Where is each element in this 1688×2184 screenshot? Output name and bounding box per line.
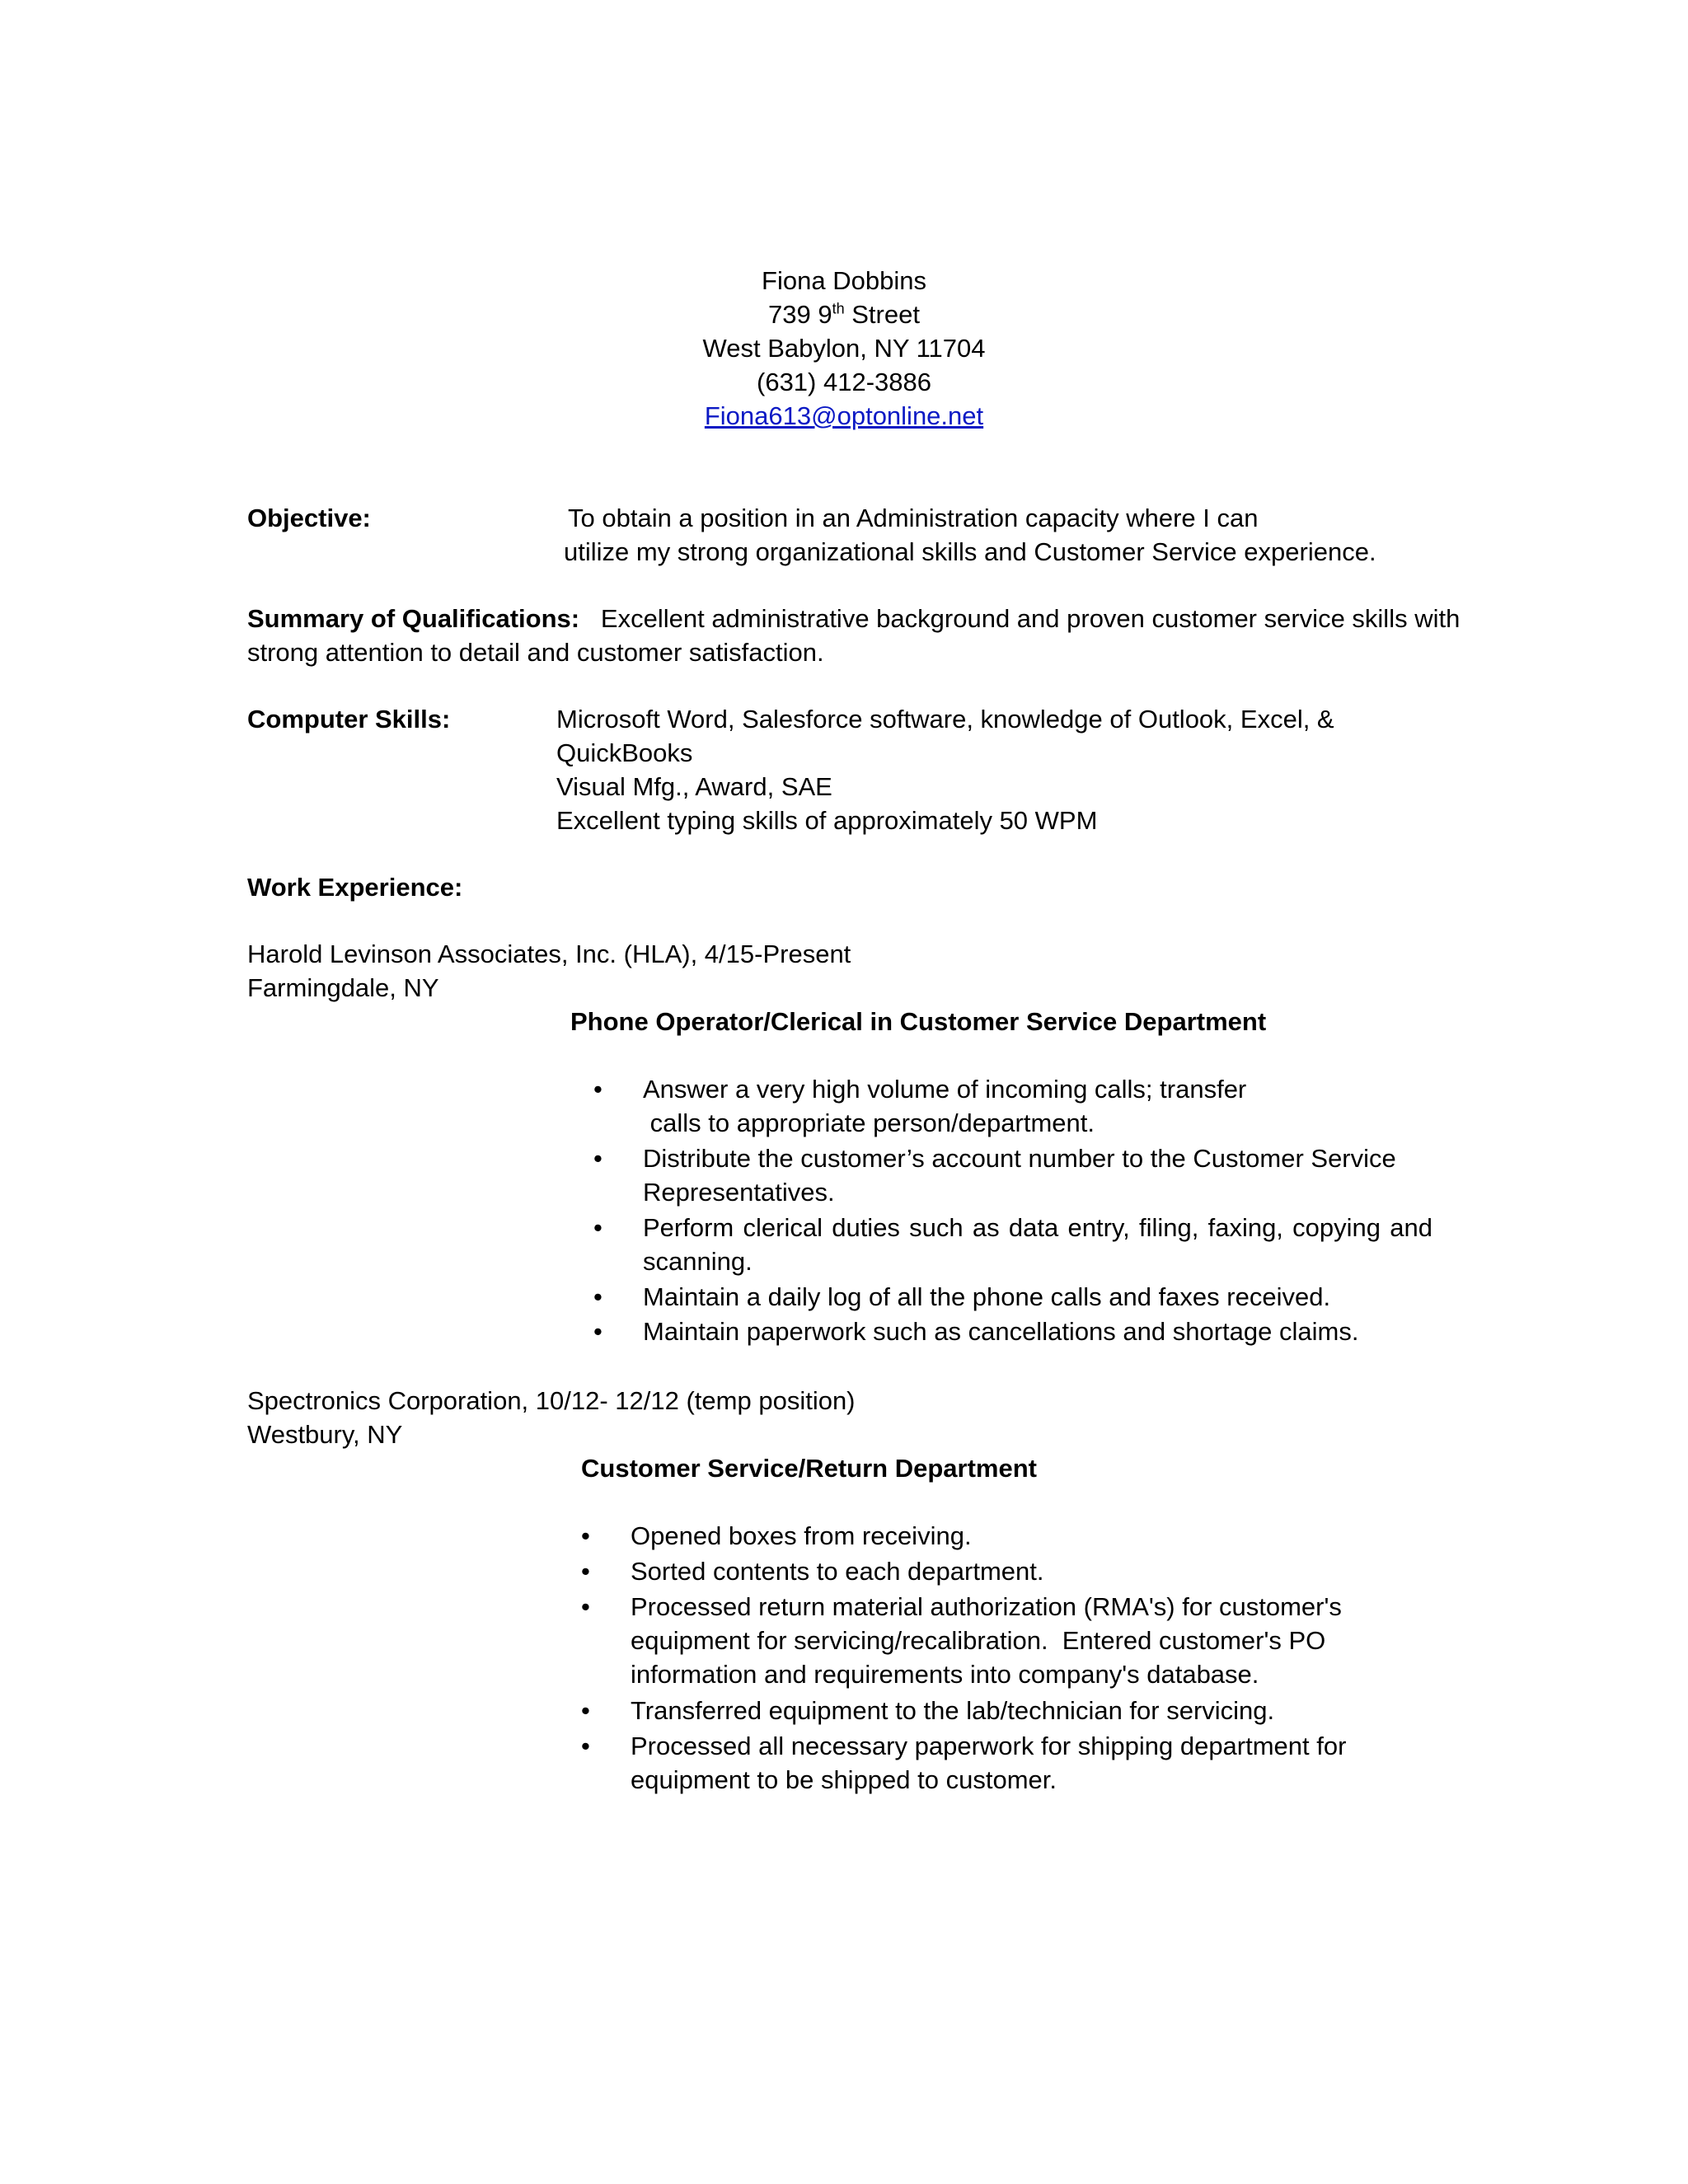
street-suffix: th xyxy=(832,300,845,317)
list-item xyxy=(593,1280,1432,1315)
job-location: Farmingdale, NY xyxy=(247,973,439,1002)
job-company: Harold Levinson Associates, Inc. (HLA), 4/15-Present xyxy=(247,940,851,968)
duty-line: Maintain paperwork such as cancellations and shortage claims. xyxy=(643,1317,1359,1346)
duty-line: Sorted contents to each department. xyxy=(631,1557,1044,1586)
duty-line: Distribute the customer’s account number to the Customer Service xyxy=(643,1144,1396,1173)
computer-skills-line: Excellent typing skills of approximately 50 WPM xyxy=(556,806,1098,835)
duty-line: Representatives. xyxy=(643,1178,835,1207)
job-company: Spectronics Corporation, 10/12- 12/12 (temp position) xyxy=(247,1386,856,1415)
list-item xyxy=(581,1519,1422,1554)
city-state-zip: West Babylon, NY 11704 xyxy=(702,334,986,363)
duty-line: Answer a very high volume of incoming calls; transfer xyxy=(643,1075,1247,1104)
job-duties-list xyxy=(593,1072,1432,1349)
duty-line: Maintain a daily log of all the phone calls and faxes received. xyxy=(643,1282,1331,1311)
objective-line-1: To obtain a position in an Administration capacity where I can xyxy=(568,504,1259,532)
duty-line: Processed all necessary paperwork for shipping department for xyxy=(631,1732,1347,1760)
computer-skills-line: Microsoft Word, Salesforce software, knowledge of Outlook, Excel, & xyxy=(556,705,1334,733)
list-item xyxy=(581,1729,1422,1798)
summary-line-2: strong attention to detail and customer satisfaction. xyxy=(247,638,824,667)
duty-line: scanning. xyxy=(643,1247,753,1276)
list-item xyxy=(581,1590,1422,1694)
job-duties-list xyxy=(581,1519,1422,1798)
duty-line: Transferred equipment to the lab/technician for servicing. xyxy=(631,1696,1275,1725)
job-location: Westbury, NY xyxy=(247,1420,403,1449)
work-experience-label: Work Experience: xyxy=(247,873,463,902)
bullet-icon: • xyxy=(581,1592,590,1621)
job-title: Phone Operator/Clerical in Customer Service Department xyxy=(570,1007,1267,1036)
duty-line: Processed return material authorization (RMA's) for customer's xyxy=(631,1592,1342,1621)
bullet-icon: • xyxy=(581,1557,590,1586)
objective-label: Objective: xyxy=(247,504,371,532)
email-row xyxy=(0,399,1688,433)
objective-line-2: utilize my strong organizational skills and Customer Service experience. xyxy=(564,537,1376,566)
duty-line: equipment to be shipped to customer. xyxy=(631,1765,1057,1794)
duty-line: information and requirements into company's database. xyxy=(631,1660,1259,1689)
list-item xyxy=(593,1072,1432,1141)
duty-line: equipment for servicing/recalibration. Entered customer's PO xyxy=(631,1626,1326,1655)
bullet-icon: • xyxy=(593,1213,603,1242)
summary-line-1 xyxy=(247,602,1460,635)
list-item xyxy=(581,1694,1422,1729)
street-number: 739 9 xyxy=(768,300,832,329)
computer-skills-label: Computer Skills: xyxy=(247,705,451,733)
list-item xyxy=(581,1554,1422,1590)
summary-text-1: Excellent administrative background and proven customer service skills with xyxy=(600,604,1461,633)
bullet-icon: • xyxy=(581,1732,590,1760)
list-item xyxy=(593,1315,1432,1349)
computer-skills-line: Visual Mfg., Award, SAE xyxy=(556,772,832,801)
street-name: Street xyxy=(844,300,920,329)
list-item xyxy=(593,1141,1432,1211)
bullet-icon: • xyxy=(593,1144,603,1173)
bullet-icon: • xyxy=(593,1282,603,1311)
bullet-icon: • xyxy=(593,1075,603,1104)
applicant-name: Fiona Dobbins xyxy=(762,266,926,295)
email-link[interactable]: Fiona613@optonline.net xyxy=(704,401,984,430)
summary-label: Summary of Qualifications: xyxy=(247,604,580,633)
phone-number: (631) 412-3886 xyxy=(757,368,931,396)
duty-line: calls to appropriate person/department. xyxy=(643,1108,1095,1137)
duty-line: Perform clerical duties such as data entry, filing, faxing, copying and xyxy=(643,1213,1432,1242)
bullet-icon: • xyxy=(581,1521,590,1550)
computer-skills-line: QuickBooks xyxy=(556,738,693,767)
list-item xyxy=(593,1211,1432,1280)
job-title: Customer Service/Return Department xyxy=(581,1454,1037,1483)
street-address xyxy=(0,298,1688,331)
bullet-icon: • xyxy=(593,1317,603,1346)
duty-line: Opened boxes from receiving. xyxy=(631,1521,972,1550)
bullet-icon: • xyxy=(581,1696,590,1725)
